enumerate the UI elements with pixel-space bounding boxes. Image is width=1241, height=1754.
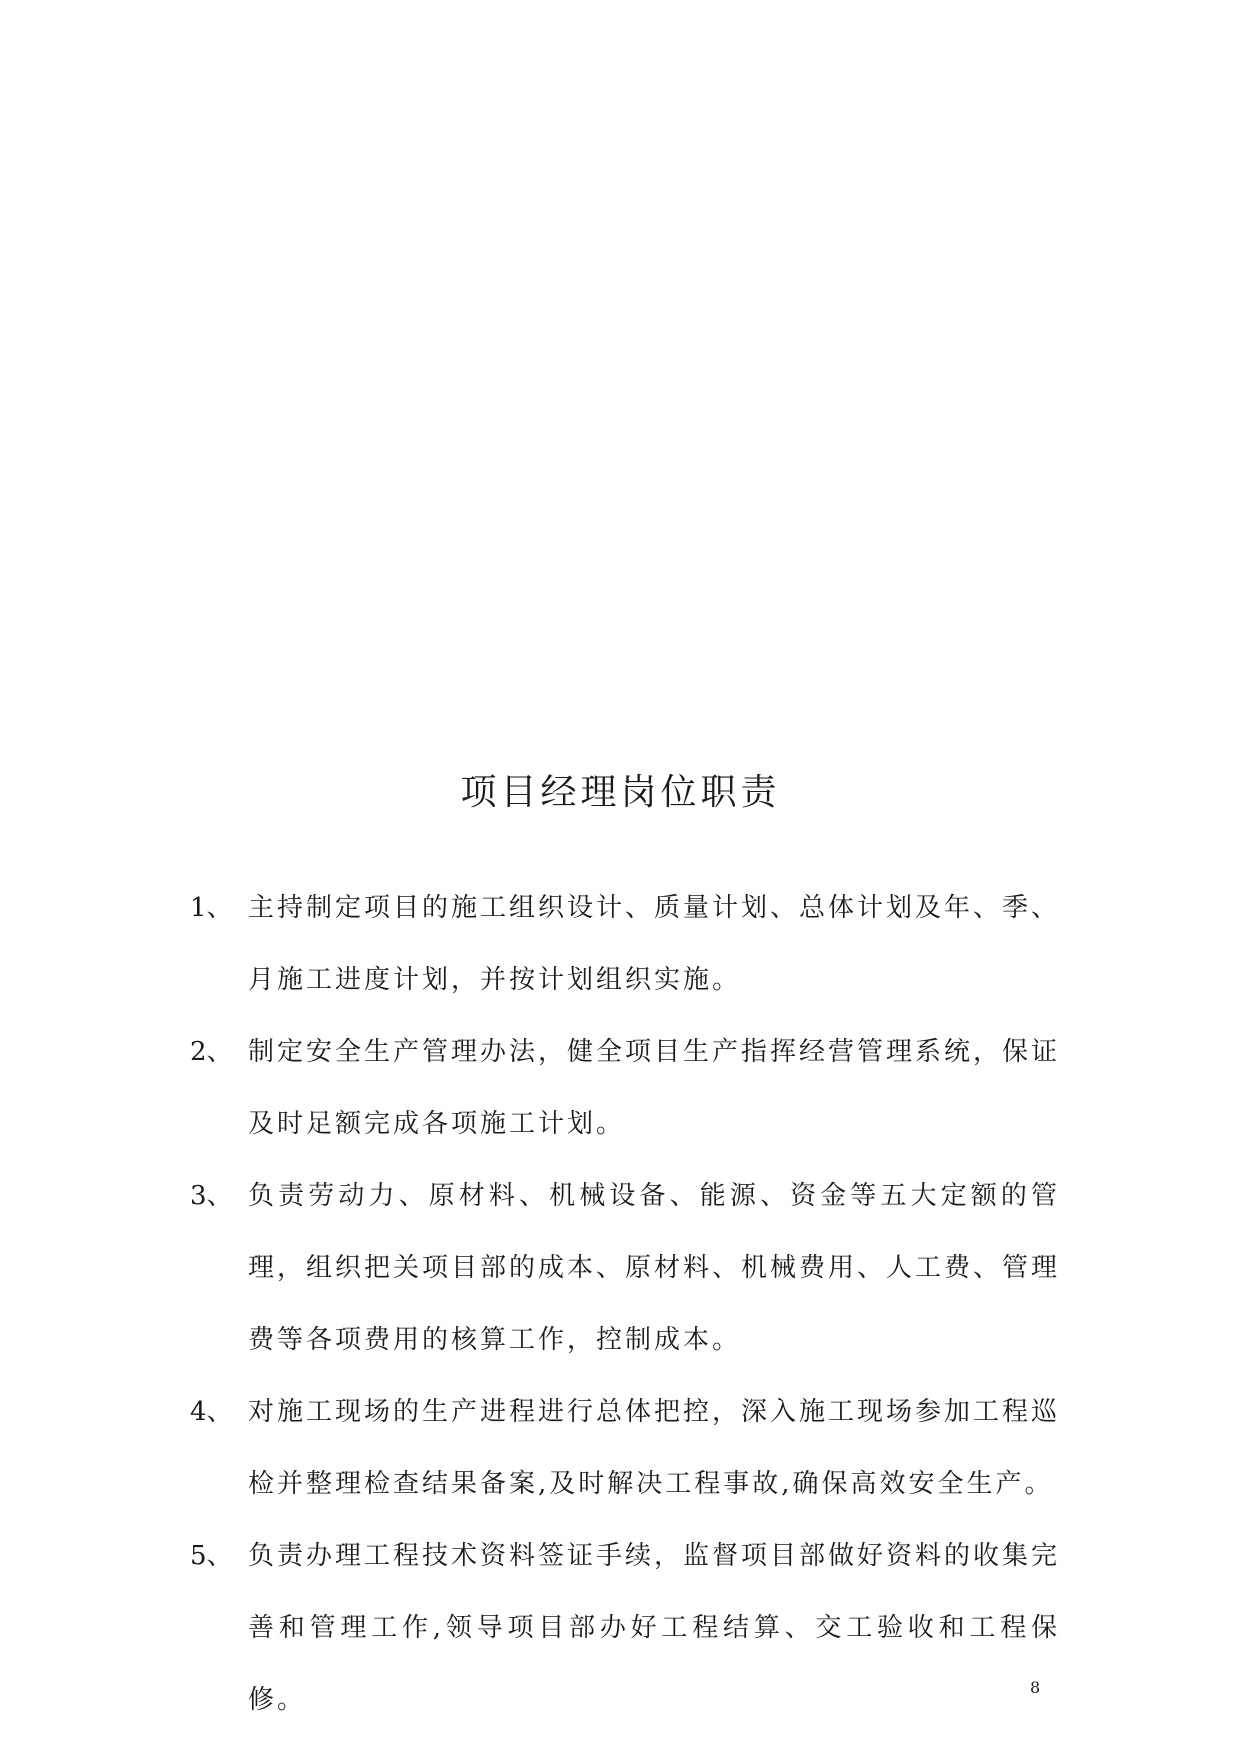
list-item [190, 1016, 1060, 1160]
page-number: 8 [1030, 1678, 1041, 1697]
list-item [190, 872, 1060, 1016]
item-text: 负责办理工程技术资料签证手续，监督项目部做好资料的收集完善和管理工作,领导项目部办好工程结算、交工验收和工程保修。 [248, 1541, 1061, 1715]
list-item [190, 1160, 1060, 1376]
duty-list [190, 872, 1060, 1736]
item-number: 2、 [190, 1037, 233, 1067]
item-text: 负责劳动力、原材料、机械设备、能源、资金等五大定额的管理，组织把关项目部的成本、原材料、机械费用、人工费、管理费等各项费用的核算工作，控制成本。 [248, 1181, 1061, 1355]
item-number: 1、 [190, 893, 233, 923]
item-number: 5、 [190, 1541, 233, 1571]
item-number: 4、 [190, 1397, 233, 1427]
item-text: 主持制定项目的施工组织设计、质量计划、总体计划及年、季、月施工进度计划，并按计划组织实施。 [248, 893, 1061, 995]
page-title: 项目经理岗位职责 [460, 772, 781, 814]
list-item [190, 1520, 1060, 1736]
list-item [190, 1376, 1060, 1520]
item-text: 对施工现场的生产进程进行总体把控，深入施工现场参加工程巡检并整理检查结果备案,及时解决工程事故,确保高效安全生产。 [248, 1397, 1061, 1499]
item-number: 3、 [190, 1181, 233, 1211]
item-text: 制定安全生产管理办法，健全项目生产指挥经营管理系统，保证及时足额完成各项施工计划。 [248, 1037, 1061, 1139]
